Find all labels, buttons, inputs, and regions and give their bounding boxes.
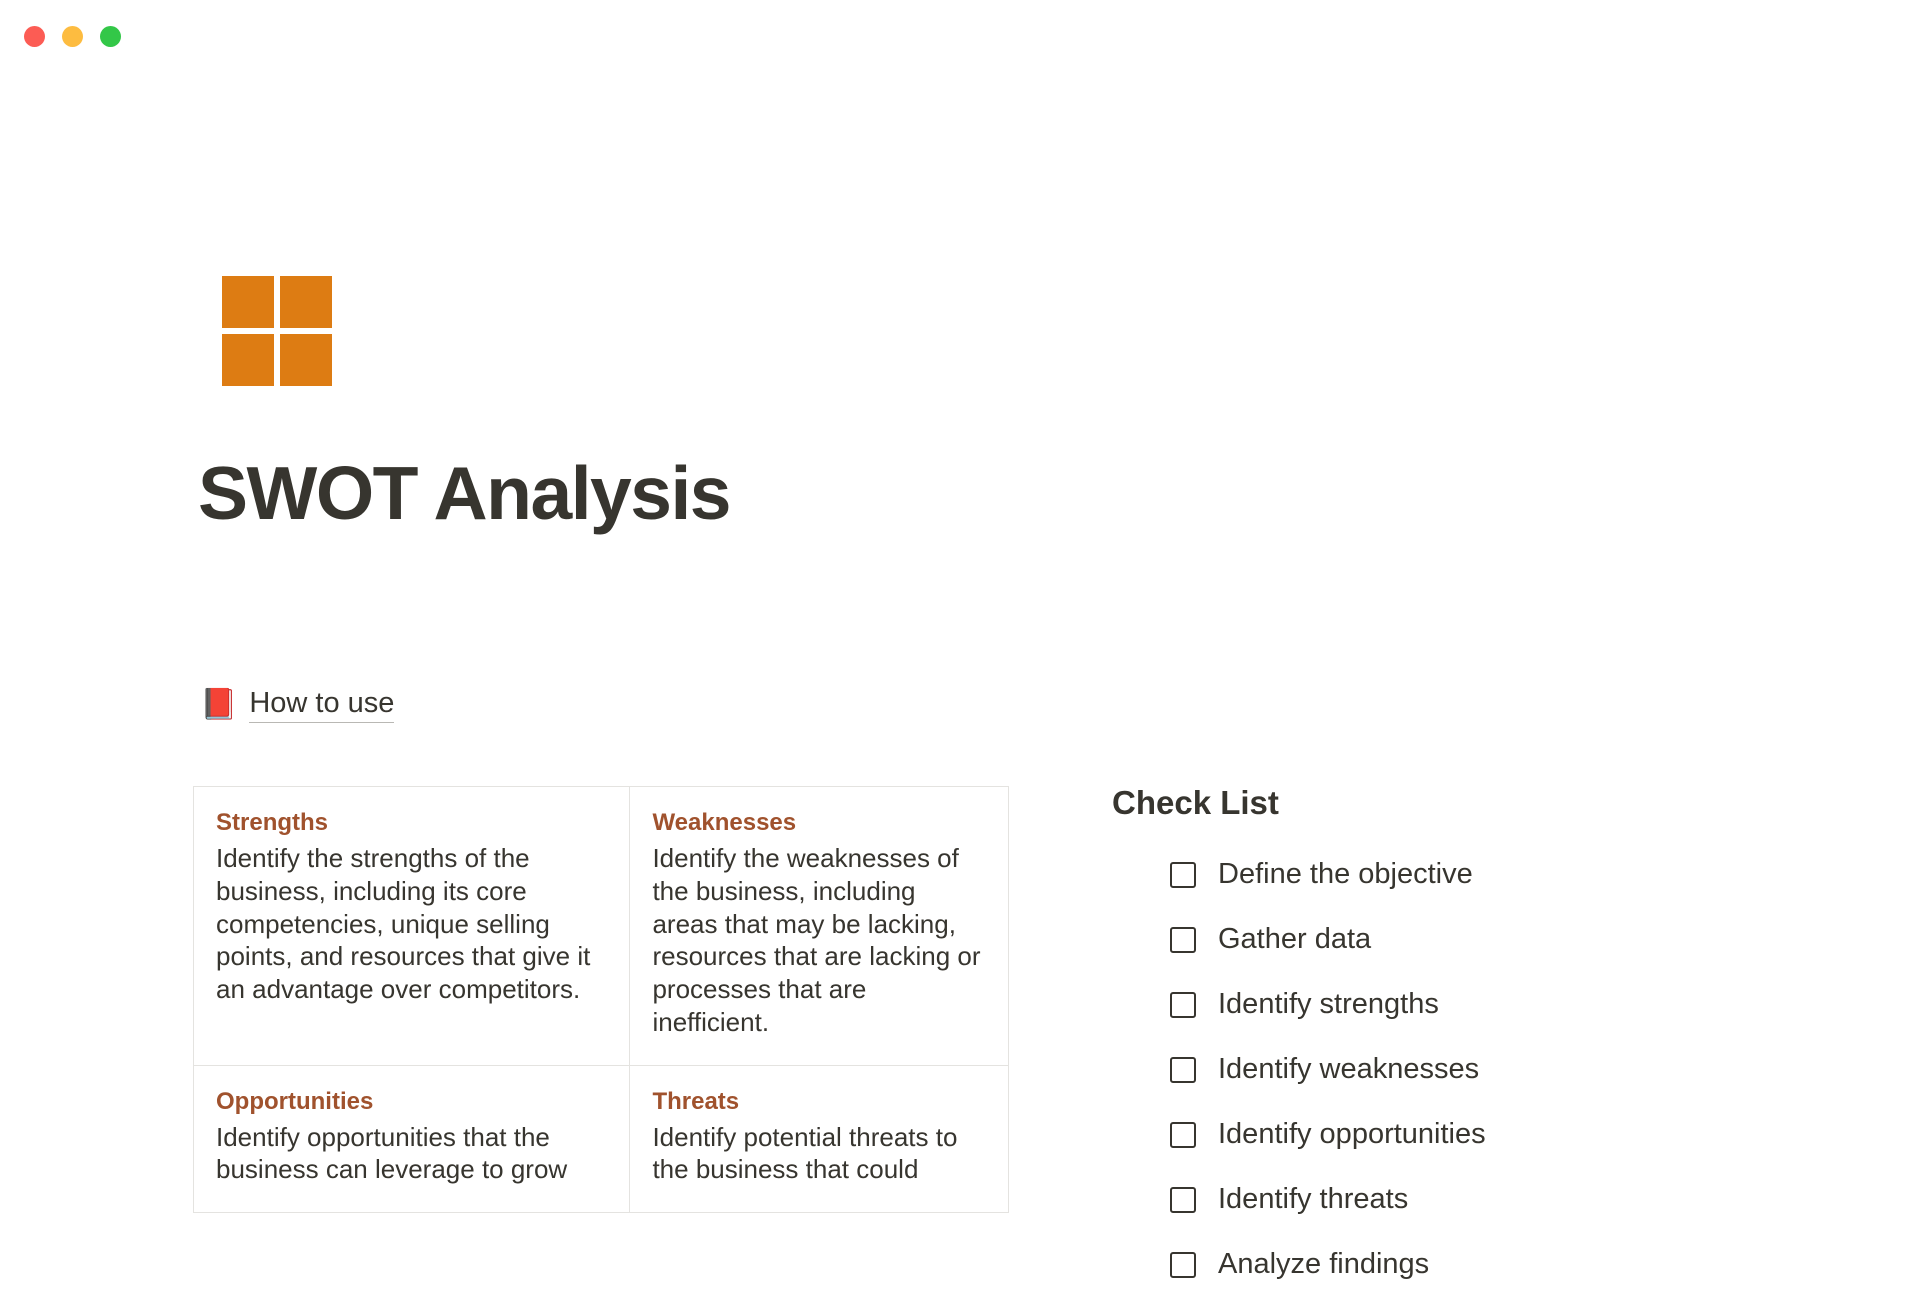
swot-cell-weaknesses[interactable]: [630, 787, 1009, 1066]
checkbox-icon[interactable]: [1170, 1252, 1196, 1278]
list-item-label: Identify threats: [1218, 1183, 1409, 1215]
swot-heading: Opportunities: [216, 1087, 374, 1115]
swot-heading: Threats: [652, 1087, 740, 1115]
minimize-window-button[interactable]: [62, 26, 83, 47]
swot-cell-threats[interactable]: [630, 1066, 1009, 1214]
list-item-label: Identify strengths: [1218, 988, 1439, 1020]
check-list-title: Check List: [1112, 784, 1279, 821]
list-item[interactable]: [1112, 1167, 1752, 1232]
title-bar: [0, 0, 1920, 72]
list-item-label: Identify opportunities: [1218, 1118, 1486, 1150]
list-item[interactable]: [1112, 842, 1752, 907]
list-item-label: Analyze findings: [1218, 1248, 1430, 1280]
maximize-window-button[interactable]: [100, 26, 121, 47]
swot-body: Identify opportunities that the business can leverage to grow: [216, 1121, 568, 1185]
check-list: [1112, 784, 1752, 1297]
list-item[interactable]: [1112, 1037, 1752, 1102]
list-item-label: Define the objective: [1218, 858, 1473, 890]
close-window-button[interactable]: [24, 26, 45, 47]
swot-cell-opportunities[interactable]: [194, 1066, 630, 1214]
swot-body: Identify the weaknesses of the business, including areas that may be lacking, resources that are lacking or processes that are inefficient.: [652, 843, 981, 1037]
list-item[interactable]: [1112, 1232, 1752, 1297]
list-item[interactable]: [1112, 1102, 1752, 1167]
how-to-use-link[interactable]: How to use: [249, 687, 394, 723]
checkbox-icon[interactable]: [1170, 1057, 1196, 1083]
window-controls: [24, 26, 121, 47]
checkbox-icon[interactable]: [1170, 1187, 1196, 1213]
page-title: SWOT Analysis: [198, 451, 731, 535]
swot-heading: Weaknesses: [652, 809, 797, 836]
checkbox-icon[interactable]: [1170, 992, 1196, 1018]
closed-book-icon: 📕: [200, 688, 238, 721]
list-item-label: Gather data: [1218, 923, 1372, 955]
list-item-label: Identify weaknesses: [1218, 1053, 1480, 1085]
list-item[interactable]: [1112, 972, 1752, 1037]
list-item[interactable]: [1112, 907, 1752, 972]
document-content: [0, 72, 1920, 1280]
table-row: [194, 787, 1009, 1066]
checkbox-icon[interactable]: [1170, 862, 1196, 888]
table-row: [194, 1066, 1009, 1214]
swot-heading: Strengths: [216, 809, 329, 836]
how-to-use-row[interactable]: [200, 687, 394, 723]
swot-body: Identify potential threats to the business that could: [652, 1121, 958, 1185]
swot-cell-strengths[interactable]: [194, 787, 630, 1066]
checkbox-icon[interactable]: [1170, 927, 1196, 953]
checkbox-icon[interactable]: [1170, 1122, 1196, 1148]
swot-table: [193, 786, 1009, 1213]
grid-squares-logo-icon: [222, 276, 332, 386]
swot-body: Identify the strengths of the business, including its core competencies, unique selling points, and resources that give it an advantage over competitors.: [216, 843, 591, 1004]
